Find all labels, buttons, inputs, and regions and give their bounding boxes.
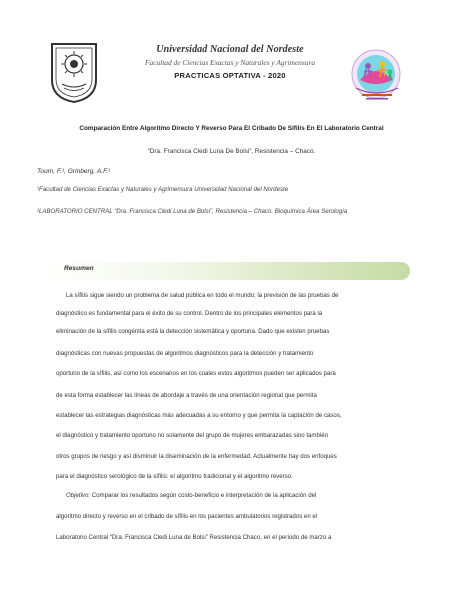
body-line: el diagnóstico y tratamiento oportuno no solamente del grupo de mujeres embarazadas sino también [56,432,329,439]
objective-line: Laboratorio Central “Dra. Francisca Cledi Luna de Bolsi” Resistencia Chaco, en el período de marzo a [56,534,332,541]
objective-text: Comparar los resultados según costo-beneficio e interpretación de la aplicación del [90,492,317,499]
objective-line [56,492,408,499]
affiliation-1: ¹Facultad de Ciencias Exactas y Naturales y Agrimensura Universidad Nacional del Nordeste [37,186,289,193]
body-line: para el diagnóstico serológico de la sífilis: el algoritmo tradicional y el algoritmo reverso. [56,473,293,480]
body-line: diagnósticas con nuevas propuestas de algoritmos diagnósticos para la detección y tratamiento [56,350,314,357]
university-seal-logo [48,40,100,104]
event-logo [344,44,412,106]
affiliation-2: ²LABORATORIO CENTRAL “Dra. Francisca Cledi Luna de Bolsi”, Resistencia – Chaco. Bioquímica Área Serología [37,208,348,215]
body-line: diagnóstico es fundamental para el éxito de su control. Dentro de los principales elementos para la [56,310,323,317]
paper-subtitle: “Dra. Francisca Cledi Luna De Bolsi”, Resistencia – Chaco. [147,148,316,155]
resumen-banner [40,262,410,280]
practicas-heading: PRACTICAS OPTATIVA - 2020 [174,71,286,81]
authors: Toum, F.¹, Grinberg, A.F.¹ [37,168,111,175]
resumen-heading: Resumen [64,265,94,272]
body-line: otros grupos de riesgo y así disminuir la diseminación de la enfermedad. Actualmente hay dos enfoques [56,453,337,460]
body-line: eliminación de la sífilis congénita está la detección sistemática y oportuna. Dado que existen pruebas [56,328,330,335]
university-name: Universidad Nacional del Nordeste [156,44,304,55]
body-line: de esta forma establecer las líneas de abordaje a través de una orientación regional que permita [56,392,317,399]
body-line: establecer las estrategias diagnósticas más adecuadas a su entorno y que permita la captación de casos, [56,412,342,419]
paper-title: Comparación Entre Algoritmo Directo Y Reverso Para El Cribado De Sífilis En El Laboratorio Central [79,125,384,132]
objective-line: algoritmo directo y reverso en el cribado de sífilis en los pacientes ambulatorios registrados en el [56,513,318,520]
objective-label: Objetivo: [66,492,91,499]
header [120,44,340,80]
body-line: La sífilis sigue siendo un problema de salud pública en todo el mundo; la previsión de las pruebas de [66,292,339,299]
faculty-name: Facultad de Ciencias Exactas y Naturales y Agrimensura [144,58,316,67]
body-line: oportuno de la sífilis, así como los escenarios en los cuales estos algoritmos pueden ser aplicados para [56,370,336,377]
